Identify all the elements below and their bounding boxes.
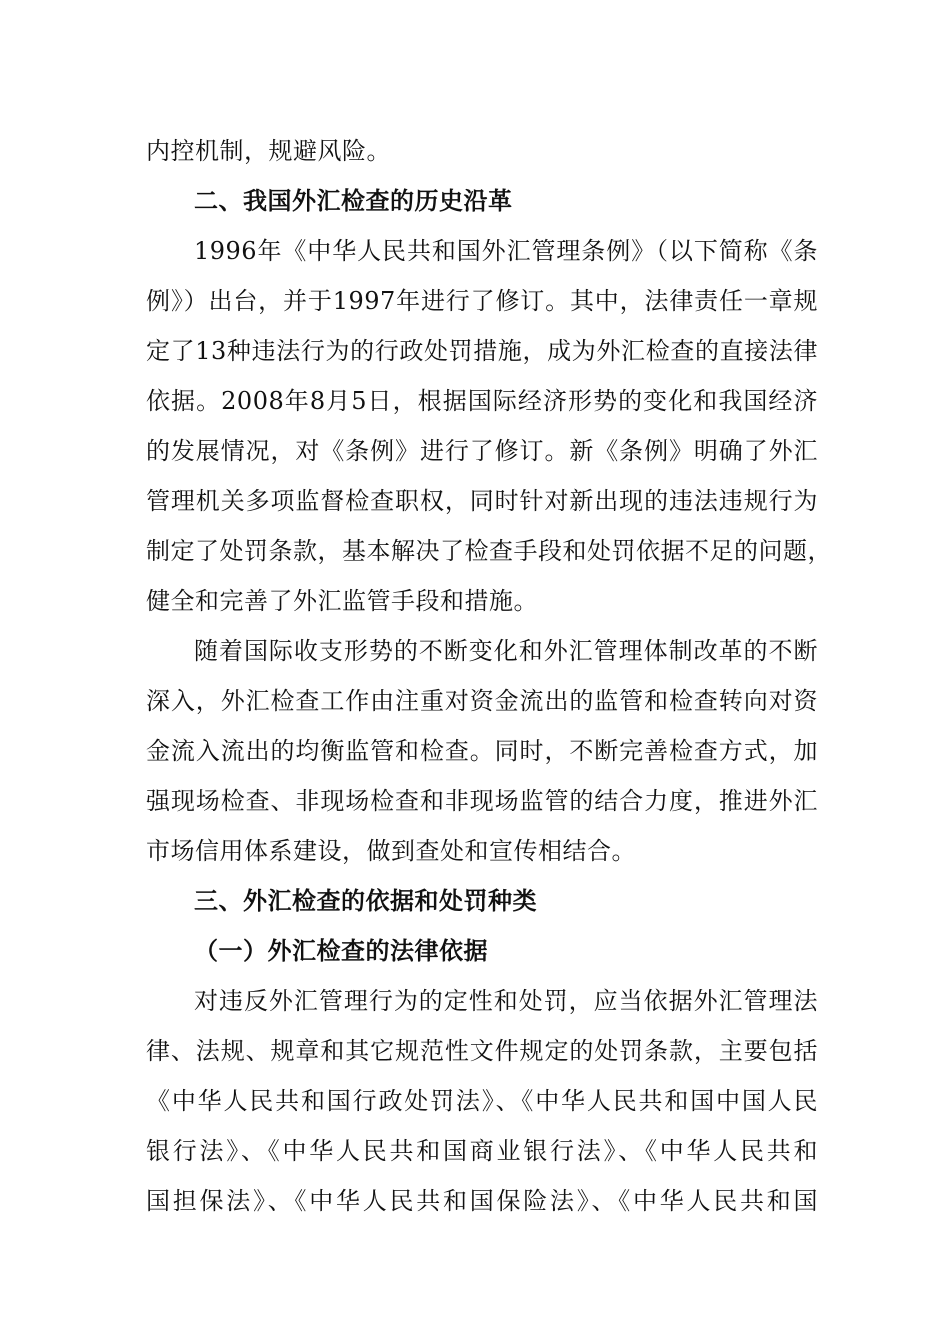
paragraph-line: 律、法规、规章和其它规范性文件规定的处罚条款，主要包括 xyxy=(146,1037,818,1065)
paragraph-line: 对违反外汇管理行为的定性和处罚，应当依据外汇管理法 xyxy=(194,987,818,1015)
paragraph-line: 国担保法》、《中华人民共和国保险法》、《中华人民共和国 xyxy=(146,1187,818,1215)
section-heading-history: 二、我国外汇检查的历史沿革 xyxy=(194,187,513,215)
paragraph-line: 《中华人民共和国行政处罚法》、《中华人民共和国中国人民 xyxy=(146,1087,818,1115)
paragraph-line: 管理机关多项监督检查职权，同时针对新出现的违法违规行为 xyxy=(146,487,818,515)
paragraph-line: 内控机制，规避风险。 xyxy=(146,137,391,165)
paragraph-line: 健全和完善了外汇监管手段和措施。 xyxy=(146,587,538,615)
paragraph-line: 定了13种违法行为的行政处罚措施，成为外汇检查的直接法律 xyxy=(146,337,818,365)
paragraph-line: 强现场检查、非现场检查和非现场监管的结合力度，推进外汇 xyxy=(146,787,818,815)
paragraph-line: 随着国际收支形势的不断变化和外汇管理体制改革的不断 xyxy=(194,637,818,665)
paragraph-line: 的发展情况，对《条例》进行了修订。新《条例》明确了外汇 xyxy=(146,437,818,465)
paragraph-line: 市场信用体系建设，做到查处和宣传相结合。 xyxy=(146,837,636,865)
paragraph-line: 制定了处罚条款，基本解决了检查手段和处罚依据不足的问题， xyxy=(146,537,832,565)
paragraph-line: 金流入流出的均衡监管和检查。同时，不断完善检查方式，加 xyxy=(146,737,818,765)
paragraph-line: 例》）出台，并于1997年进行了修订。其中，法律责任一章规 xyxy=(146,287,818,315)
paragraph-line: 银行法》、《中华人民共和国商业银行法》、《中华人民共和 xyxy=(146,1137,818,1165)
paragraph-line: 1996年《中华人民共和国外汇管理条例》（以下简称《条 xyxy=(194,237,818,265)
paragraph-line: 深入，外汇检查工作由注重对资金流出的监管和检查转向对资 xyxy=(146,687,818,715)
section-heading-basis: 三、外汇检查的依据和处罚种类 xyxy=(194,887,537,915)
subsection-heading-legal-basis: （一）外汇检查的法律依据 xyxy=(194,937,488,965)
paragraph-line: 依据。2008年8月5日，根据国际经济形势的变化和我国经济 xyxy=(146,387,818,415)
